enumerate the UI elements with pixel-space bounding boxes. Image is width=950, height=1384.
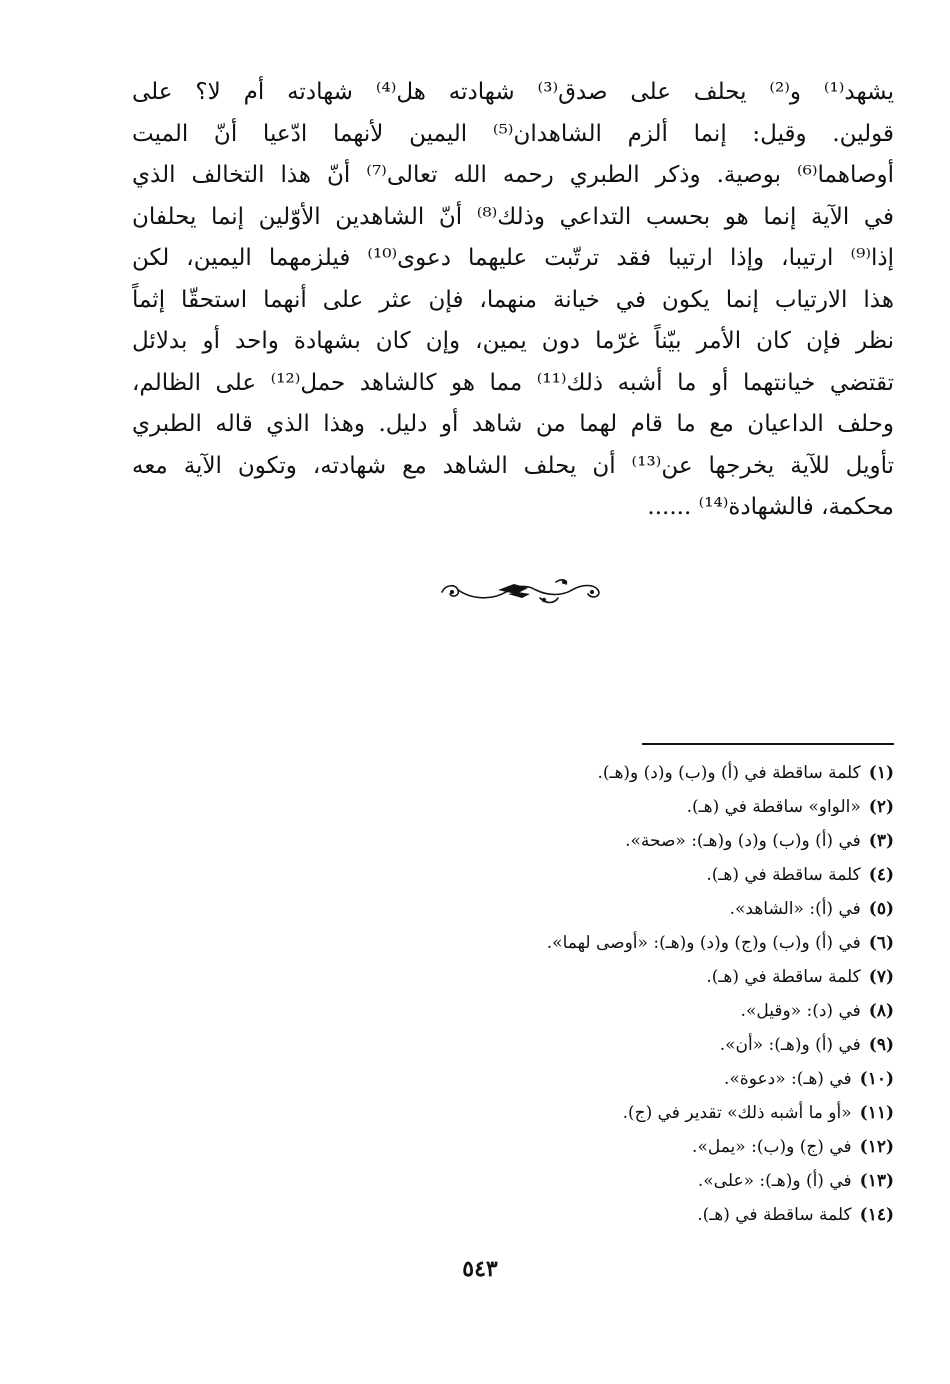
footnote-number: (٤) <box>868 865 894 885</box>
main-text-line: أوصاهما⁽⁶⁾ بوصية. وذكر الطبري رحمه الله تعالى⁽⁷⁾ أنّ هذا التخالف الذي <box>132 162 894 188</box>
footnote-separator <box>642 743 894 745</box>
footnote-text: في (أ): «الشاهد». <box>729 899 861 919</box>
footnote-number: (٢) <box>868 797 894 817</box>
footnote-text: كلمة ساقطة في (هـ). <box>706 865 861 885</box>
footnote-number: (١٣) <box>859 1171 894 1191</box>
footnote-text: في (أ) و(هـ): «أن». <box>719 1035 861 1055</box>
footnote-text: في (هـ): «دعوة». <box>723 1069 852 1089</box>
main-text-line: في الآية إنما هو بحسب التداعي وذلك⁽⁸⁾ أنّ الشاهدين الأوّلين إنما يحلفان <box>132 203 894 230</box>
footnote-item <box>300 1028 894 1062</box>
footnote-number: (٥) <box>868 899 894 919</box>
footnote-text: كلمة ساقطة في (أ) و(ب) و(د) و(هـ). <box>597 763 861 783</box>
footnote-item <box>300 926 894 960</box>
footnote-item <box>300 892 894 926</box>
footnote-item <box>300 1062 894 1096</box>
footnote-item <box>300 1198 894 1232</box>
footnote-item <box>300 960 894 994</box>
footnote-number: (١٠) <box>859 1069 894 1089</box>
footnote-item <box>300 1096 894 1130</box>
footnote-number: (١١) <box>859 1103 894 1123</box>
main-text-line: تأويل للآية يخرجها عن⁽¹³⁾ أن يحلف الشاهد مع شهادته، وتكون الآية معه <box>132 452 894 479</box>
footnote-text: كلمة ساقطة في (هـ). <box>706 967 861 987</box>
footnote-item <box>300 994 894 1028</box>
footnote-item <box>300 858 894 892</box>
page-number: ٥٤٣ <box>462 1256 498 1282</box>
footnote-text: في (أ) و(هـ): «على». <box>697 1171 852 1191</box>
footnote-item <box>300 824 894 858</box>
footnote-text: في (أ) و(ب) و(د) و(هـ): «صحة». <box>625 831 861 851</box>
main-text-line: نظر فإن كان الأمر بيّناً غرّما دون يمين، وإن كان بشهادة واحد أو بدلائل <box>132 328 894 354</box>
main-text-line: تقتضي خيانتهما أو ما أشبه ذلك⁽¹¹⁾ مما هو كالشاهد حمل⁽¹²⁾ على الظالم، <box>132 369 894 396</box>
main-text-line: إذا⁽⁹⁾ ارتيبا، وإذا ارتيبا فقد ترتّبت عليهما دعوى⁽¹⁰⁾ فيلزمهما اليمين، لكن <box>132 245 894 271</box>
main-text-block <box>132 72 894 529</box>
main-text-line: قولين. وقيل: إنما ألزم الشاهدان⁽⁵⁾ اليمين لأنهما ادّعيا أنّ الميت <box>132 120 894 147</box>
main-text-line: هذا الارتياب إنما يكون في خيانة منهما، فإن عثر على أنهما استحقّا إثماً <box>132 286 894 313</box>
footnotes-list <box>300 756 894 1232</box>
footnote-number: (٨) <box>868 1001 894 1021</box>
footnote-text: في (د): «وقيل». <box>740 1001 861 1021</box>
footnote-item <box>300 1164 894 1198</box>
footnote-text: كلمة ساقطة في (هـ). <box>697 1205 852 1225</box>
footnote-item <box>300 1130 894 1164</box>
footnote-number: (٩) <box>868 1035 894 1055</box>
footnote-number: (٦) <box>868 933 894 953</box>
main-text-line: يشهد⁽¹⁾ و⁽²⁾ يحلف على صدق⁽³⁾ شهادته هل⁽⁴⁾ شهادته أم لا؟ على <box>132 79 894 105</box>
footnote-text: «الواو» ساقطة في (هـ). <box>686 797 861 817</box>
footnote-text: في (ج) و(ب): «يمل». <box>692 1137 852 1157</box>
footnote-number: (٣) <box>868 831 894 851</box>
footnote-item <box>300 756 894 790</box>
footnote-number: (١) <box>868 763 894 783</box>
footnote-number: (١٤) <box>859 1205 894 1225</box>
footnote-item <box>300 790 894 824</box>
main-text-line: محكمة، فالشهادة⁽¹⁴⁾ ...... <box>647 494 894 520</box>
ornament-divider-icon <box>436 572 606 608</box>
footnote-text: في (أ) و(ب) و(ج) و(د) و(هـ): «أوصى لهما». <box>546 933 861 953</box>
footnote-number: (٧) <box>868 967 894 987</box>
footnote-number: (١٢) <box>859 1137 894 1157</box>
main-text-line: وحلف الداعيان مع ما قام لهما من شاهد أو دليل. وهذا الذي قاله الطبري <box>132 411 894 437</box>
footnote-text: «أو ما أشبه ذلك» تقدير في (ج). <box>622 1103 852 1123</box>
